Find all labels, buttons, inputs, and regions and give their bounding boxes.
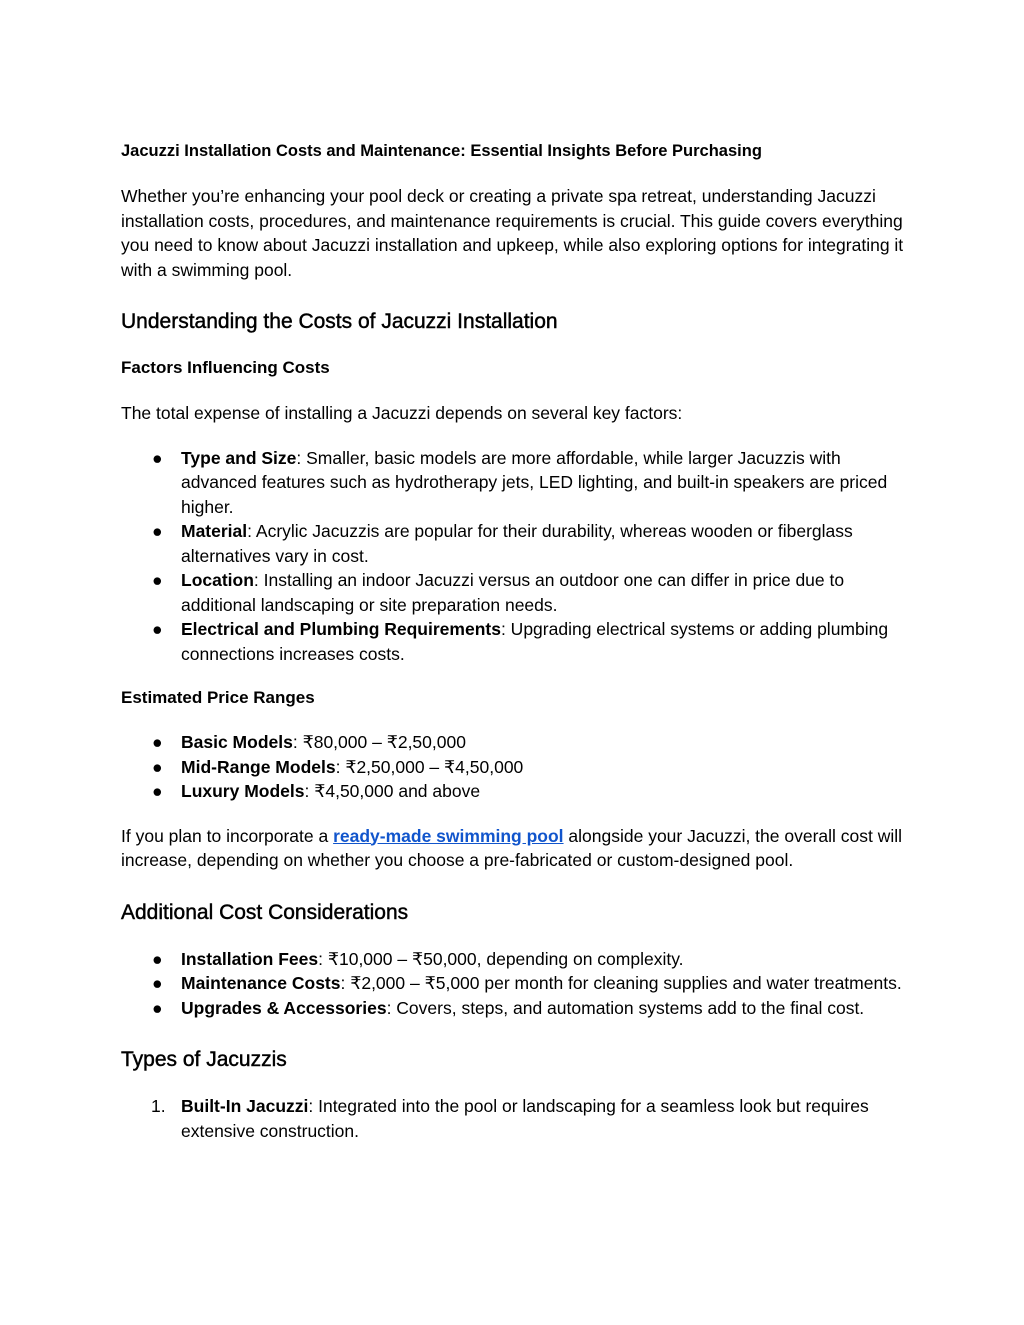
bullet-marker: ●: [152, 570, 163, 590]
bullet-marker: ●: [152, 973, 163, 993]
list-item-term: Maintenance Costs: [181, 973, 341, 993]
list-item-text: : ₹2,50,000 – ₹4,50,000: [335, 756, 524, 777]
subheading-factors: Factors Influencing Costs: [121, 358, 330, 377]
document-title: Jacuzzi Installation Costs and Maintenance: Essential Insights Before Purchasing: [121, 142, 762, 160]
bullet-marker: ●: [152, 732, 163, 752]
bullet-marker: ●: [152, 997, 163, 1018]
list-item: [121, 617, 911, 666]
list-item-text: : ₹4,50,000 and above: [304, 781, 481, 801]
heading-types-of-jacuzzis: Types of Jacuzzis: [121, 1048, 287, 1071]
list-item: [121, 755, 911, 780]
price-ranges-list: [121, 730, 911, 804]
types-list: [121, 1094, 911, 1143]
list-item: [121, 996, 911, 1021]
list-item-text: : ₹10,000 – ₹50,000, depending on complexity.: [318, 948, 684, 969]
list-item-term: Electrical and Plumbing Requirements: [181, 619, 501, 639]
list-item-term: Material: [181, 521, 248, 541]
list-item: [121, 568, 911, 617]
subheading-price-ranges: Estimated Price Ranges: [121, 688, 315, 707]
list-item-text: : Upgrading electrical systems or adding plumbing connections increases costs.: [181, 619, 889, 664]
list-item-term: Basic Models: [181, 732, 293, 752]
list-item-term: Luxury Models: [181, 781, 305, 801]
ready-made-pool-link[interactable]: ready-made swimming pool: [333, 825, 564, 846]
list-item-term: Location: [181, 570, 254, 590]
list-item-term: Type and Size: [181, 447, 297, 468]
intro-paragraph: Whether you’re enhancing your pool deck or creating a private spa retreat, understanding Jacuzzi installation costs, procedures, and maintenance requirements is crucial. This guide covers everything you need to know about Jacuzzi installation and upkeep, while also exploring options for integrating it with a swimming pool.: [121, 186, 904, 280]
list-number: 1.: [151, 1096, 166, 1116]
heading-additional-costs: Additional Cost Considerations: [121, 900, 409, 924]
list-item-term: Installation Fees: [181, 948, 319, 969]
bullet-marker: ●: [152, 948, 163, 969]
pool-note-text-after: alongside your Jacuzzi, the overall cost will increase, depending on whether you choose a pre-fabricated or custom-designed pool.: [121, 825, 903, 870]
list-item-text: : Installing an indoor Jacuzzi versus an outdoor one can differ in price due to additional landscaping or site preparation needs.: [181, 570, 845, 615]
bullet-marker: ●: [152, 619, 163, 639]
list-item-term: Upgrades & Accessories: [181, 997, 387, 1018]
factors-intro: The total expense of installing a Jacuzzi depends on several key factors:: [121, 403, 683, 423]
list-item: [121, 730, 911, 755]
list-item: [121, 519, 911, 568]
bullet-marker: ●: [152, 756, 163, 777]
list-item: [121, 1094, 911, 1143]
list-item: [121, 446, 911, 520]
pool-note-text-before: If you plan to incorporate a: [121, 825, 334, 846]
pool-note-paragraph: [121, 824, 911, 873]
list-item: [121, 947, 911, 972]
bullet-marker: ●: [152, 781, 163, 801]
list-item-text: : ₹80,000 – ₹2,50,000: [292, 732, 466, 752]
list-item-text: : Integrated into the pool or landscaping for a seamless look but requires extensive construction.: [181, 1096, 869, 1141]
list-item-text: : Covers, steps, and automation systems add to the final cost.: [386, 997, 865, 1018]
list-item-term: Mid-Range Models: [181, 756, 336, 777]
bullet-marker: ●: [152, 521, 163, 541]
list-item-text: : Acrylic Jacuzzis are popular for their durability, whereas wooden or fiberglass alternatives vary in cost.: [181, 521, 853, 566]
document-page: [121, 139, 911, 1143]
list-item-text: : ₹2,000 – ₹5,000 per month for cleaning supplies and water treatments.: [340, 973, 902, 993]
heading-understanding-costs: Understanding the Costs of Jacuzzi Installation: [121, 310, 558, 333]
list-item-term: Built-In Jacuzzi: [181, 1096, 309, 1116]
list-item-text: : Smaller, basic models are more affordable, while larger Jacuzzis with advanced features such as hydrotherapy jets, LED lighting, and built-in speakers are priced higher.: [181, 447, 888, 517]
list-item: [121, 971, 911, 996]
bullet-marker: ●: [152, 447, 163, 468]
factors-list: [121, 446, 911, 667]
list-item: [121, 779, 911, 804]
additional-costs-list: [121, 947, 911, 1021]
